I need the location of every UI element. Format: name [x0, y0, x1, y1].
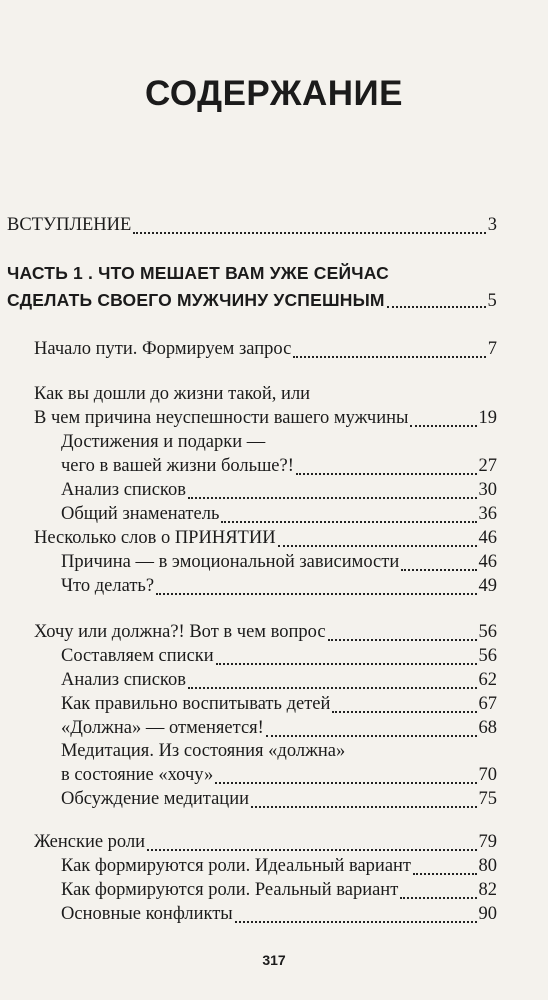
toc-entry[interactable] [61, 480, 497, 501]
toc-entry-page: 75 [478, 789, 497, 809]
toc-entry[interactable] [61, 694, 497, 715]
toc-entry[interactable] [61, 880, 497, 901]
toc-entry[interactable] [61, 576, 497, 597]
toc-entry-page: 27 [478, 456, 497, 476]
dot-leader [266, 735, 477, 737]
toc-entry-text: Составляем списки [61, 646, 214, 666]
dot-leader [413, 873, 476, 875]
toc-entry[interactable] [61, 504, 497, 525]
toc-entry[interactable] [61, 789, 497, 810]
toc-entry-text: «Должна» — отменяется! [61, 718, 264, 738]
toc-entry-page: 90 [478, 904, 497, 924]
dot-leader [410, 425, 476, 427]
toc-entry-page: 3 [487, 215, 497, 235]
toc-entry[interactable] [34, 339, 497, 360]
toc-entry[interactable] [34, 832, 497, 853]
toc-entry-page: 68 [478, 718, 497, 738]
toc-entry-text-continued: Как вы дошли до жизни такой, или [34, 384, 311, 404]
toc-part-1[interactable] [7, 263, 497, 312]
dot-leader [293, 356, 485, 358]
dot-leader [216, 663, 477, 665]
toc-entry[interactable] [61, 456, 497, 477]
page-number: 317 [262, 952, 286, 968]
toc-entry-text: Причина — в эмоциональной зависимости [61, 552, 400, 572]
toc-entry[interactable] [61, 718, 497, 739]
dot-leader [188, 497, 477, 499]
toc-entry-text: чего в вашей жизни больше?! [61, 456, 294, 476]
dot-leader [156, 593, 476, 595]
toc-entry[interactable] [61, 765, 497, 786]
dot-leader [400, 897, 476, 899]
dot-leader [215, 782, 476, 784]
toc-entry[interactable] [61, 552, 497, 573]
toc-entry[interactable] [61, 670, 497, 691]
toc-entry-page: 70 [478, 765, 497, 785]
toc-entry-text: Что делать? [61, 576, 155, 596]
dot-leader [188, 687, 477, 689]
toc-entry-page: 19 [478, 408, 497, 428]
toc-entry-text: В чем причина неуспешности вашего мужчины [34, 408, 409, 428]
dot-leader [278, 545, 477, 547]
toc-entry-page: 62 [478, 670, 497, 690]
toc-entry-intro[interactable] [7, 215, 497, 236]
toc-entry-text-continued: Медитация. Из состояния «должна» [61, 741, 346, 761]
toc-entry-text: в состояние «хочу» [61, 765, 214, 785]
toc-entry-page: 79 [478, 832, 497, 852]
toc-entry-text: Несколько слов о ПРИНЯТИИ [34, 528, 276, 548]
toc-entry-text: Анализ списков [61, 480, 186, 500]
toc-entry-text: Общий знаменатель [61, 504, 220, 524]
dot-leader [387, 306, 486, 308]
toc-entry[interactable] [34, 408, 497, 429]
toc-entry[interactable] [61, 856, 497, 877]
toc-entry-text: Женские роли [34, 832, 146, 852]
toc-entry-text: Анализ списков [61, 670, 186, 690]
toc-entry-page: 56 [478, 646, 497, 666]
toc-entry-text: Как правильно воспитывать детей [61, 694, 331, 714]
dot-leader [251, 806, 477, 808]
toc-entry-text: Хочу или должна?! Вот в чем вопрос [34, 622, 326, 642]
part-title-line-2: СДЕЛАТЬ СВОЕГО МУЖЧИНУ УСПЕШНЫМ [7, 290, 385, 310]
toc-entry-page: 36 [478, 504, 497, 524]
toc-entry-page: 67 [478, 694, 497, 714]
toc-entry-page: 82 [478, 880, 497, 900]
toc-entry-text-continued: Достижения и подарки — [61, 432, 266, 452]
toc-entry-page: 80 [478, 856, 497, 876]
dot-leader [332, 711, 476, 713]
part-title-line-1: ЧАСТЬ 1 . ЧТО МЕШАЕТ ВАМ УЖЕ СЕЙЧАС [7, 263, 389, 283]
toc-entry-text: Как формируются роли. Реальный вариант [61, 880, 399, 900]
toc-entry[interactable] [34, 528, 497, 549]
toc-entry-page: 46 [478, 552, 497, 572]
toc-entry-text: Обсуждение медитации [61, 789, 249, 809]
toc-entry[interactable] [61, 646, 497, 667]
dot-leader [328, 639, 477, 641]
toc-entry[interactable] [34, 622, 497, 643]
toc-entry-text: ВСТУПЛЕНИЕ [7, 215, 132, 235]
toc-entry-text: Основные конфликты [61, 904, 233, 924]
dot-leader [296, 473, 477, 475]
dot-leader [221, 521, 476, 523]
toc-entry-page: 49 [478, 576, 497, 596]
toc-entry-text: Начало пути. Формируем запрос [34, 339, 292, 359]
toc-entry-text: Как формируются роли. Идеальный вариант [61, 856, 412, 876]
toc-entry-page: 5 [487, 291, 497, 311]
toc-entry-page: 30 [478, 480, 497, 500]
toc-entry-page: 46 [478, 528, 497, 548]
dot-leader [235, 921, 477, 923]
dot-leader [401, 569, 476, 571]
toc-entry-page: 7 [487, 339, 497, 359]
toc-entry-page: 56 [478, 622, 497, 642]
dot-leader [133, 232, 485, 234]
toc-entry[interactable] [61, 904, 497, 925]
dot-leader [147, 849, 476, 851]
page-title: СОДЕРЖАНИЕ [144, 74, 403, 113]
